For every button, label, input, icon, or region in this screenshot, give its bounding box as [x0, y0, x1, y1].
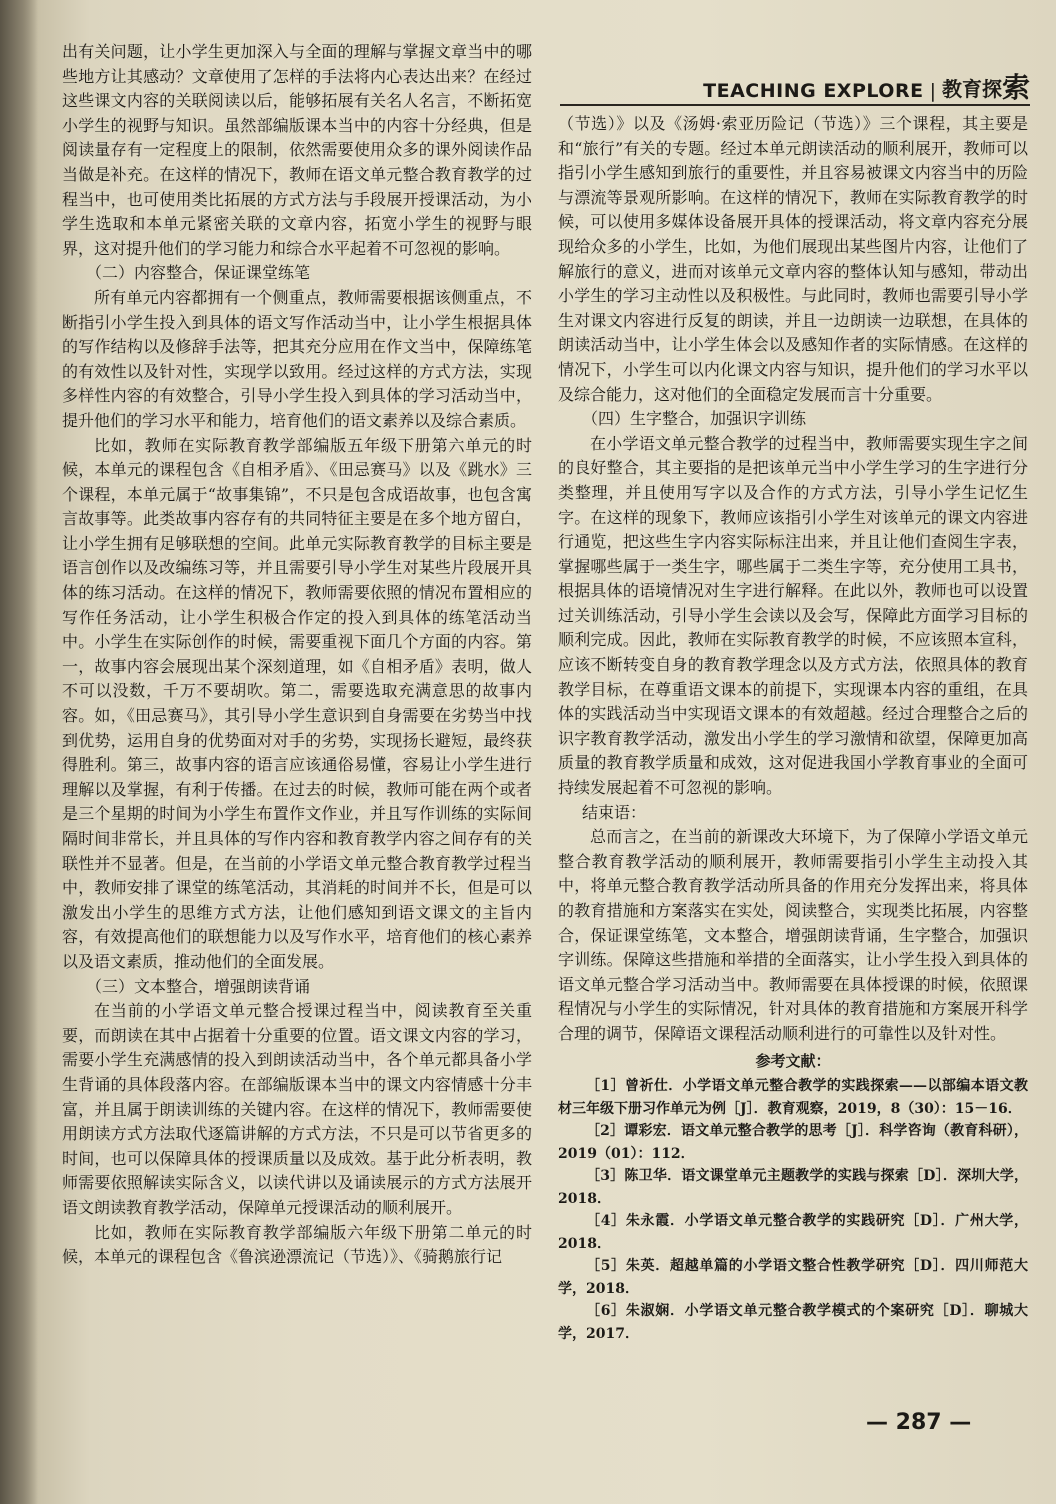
reference-item: ［3］陈卫华．语文课堂单元主题教学的实践与探索［D］．深圳大学，2018． [558, 1168, 1028, 1207]
paragraph: 总而言之，在当前的新课改大环境下，为了保障小学语文单元整合教育教学活动的顺利展开，教师需要指引小学生主动投入其中，将单元整合教育教学活动所具备的作用充分发挥出来，将具体的教育措施和方案落实在实处，阅读整合，实现类比拓展，内容整合，保证课堂练笔，文本整合，增强朗读背诵，生字整合，加强识字训练。保障这些措施和举措的全面落实，让小学生投入到具体的语文单元整合学习活动当中。教师需要在具体授课的时候，依照课程情况与小学生的实际情况，针对具体的教育措施和方案展开科学合理的调节，保障语文课程活动顺利进行的可靠性以及针对性。 [558, 827, 1028, 1043]
header-chinese: 教育探 [941, 77, 1002, 101]
paragraph: （节选）》以及《汤姆·索亚历险记（节选）》三个课程，其主要是和“旅行”有关的专题。经过本单元朗读活动的顺利展开，教师可以指引小学生感知到旅行的重要性，并且容易被课文内容当中的历险与漂流等景观所影响。在这样的情况下，教师在实际教育教学的时候，可以使用多媒体设备展开具体的授课活动，将文章内容充分展现给众多的小学生，比如，为他们展现出某些图片内容，让他们了解旅行的意义，进而对该单元文章内容的整体认知与感知，带动出小学生的学习主动性以及积极性。与此同时，教师也需要引导小学生对课文内容进行反复的朗读，并且一边朗读一边联想，在具体的朗读活动当中，让小学生体会以及感知作者的实际情感。在这样的情况下，小学生可以内化课文内容与知识，提升他们的学习水平以及综合能力，这对他们的全面稳定发展而言十分重要。 [558, 114, 1028, 404]
header-rule [560, 104, 1030, 106]
paragraph: 出有关问题，让小学生更加深入与全面的理解与掌握文章当中的哪些地方让其感动？文章使用了怎样的手法将内心表达出来？在经过这些课文内容的关联阅读以后，能够拓展有关名人名言，不断拓宽小学生的视野与知识。虽然部编版课本当中的内容十分经典，但是阅读量存有一定程度上的限制，依然需要使用众多的课外阅读作品当做是补充。在这样的情况下，教师在语文单元整合教育教学的过程当中，也可使用类比拓展的方式方法与手段展开授课活动，为小学生选取和本单元紧密关联的文章内容，拓宽小学生的视野与眼界，这对提升他们的学习能力和综合水平起着不可忽视的影响。 [62, 42, 532, 258]
references-title: 参考文献： [755, 1051, 831, 1070]
reference-item: ［5］朱英．超越单篇的小学语文整合性教学研究［D］．四川师范大学，2018． [558, 1258, 1028, 1297]
page-number: — 287 — [866, 1410, 972, 1435]
header-english: TEACHING EXPLORE [703, 80, 924, 102]
section-heading: （三）文本整合，增强朗读背诵 [86, 976, 311, 996]
paragraph: 比如，教师在实际教育教学部编版五年级下册第六单元的时候，本单元的课程包含《自相矛盾》、《田忌赛马》以及《跳水》三个课程，本单元属于“故事集锦”，不只是包含成语故事，也包含寓言故事等。此类故事内容存有的共同特征主要是在多个地方留白，让小学生拥有足够联想的空间。此单元实际教育教学的目标主要是语言创作以及改编练习等，并且需要引导小学生对某些片段展开具体的练习活动。在这样的情况下，教师需要依照的情况布置相应的写作任务活动，让小学生积极合作定的投入到具体的练笔活动当中。小学生在实际创作的时候，需要重视下面几个方面的内容。第一，故事内容会展现出某个深刻道理，如《自相矛盾》表明，做人不可以没数，千万不要胡吹。第二，需要选取充满意思的故事内容。如，《田忌赛马》，其引导小学生意识到自身需要在劣势当中找到优势，运用自身的优势面对对手的劣势，实现扬长避短，最终获得胜利。第三，故事内容的语言应该通俗易懂，容易让小学生进行理解以及掌握，有利于传播。在过去的时候，教师可能在两个或者是三个星期的时间为小学生布置作文作业，并且写作训练的实际间隔时间非常长，并且具体的写作内容和教育教学内容之间存有的关联性并不显著。但是，在当前的小学语文单元整合教育教学过程当中，教师安排了课堂的练笔活动，其消耗的时间并不长，但是可以激发出小学生的思维方式方法，让他们感知到语文课文的主旨内容，有效提高他们的联想能力以及写作水平，培育他们的核心素养以及语文素质，推动他们的全面发展。 [62, 435, 532, 971]
paragraph: 比如，教师在实际教育教学部编版六年级下册第二单元的时候，本单元的课程包含《鲁滨逊漂流记（节选）》、《骑鹅旅行记 [62, 1222, 532, 1267]
reference-item: ［2］谭彩宏．语文单元整合教学的思考［J］．科学咨询（教育科研），2019（01）：112． [558, 1123, 1028, 1162]
paragraph: 在当前的小学语文单元整合授课过程当中，阅读教育至关重要，而朗读在其中占据着十分重要的位置。语文课文内容的学习，需要小学生充满感情的投入到朗读活动当中，各个单元都具备小学生背诵的具体段落内容。在部编版课本当中的课文内容情感十分丰富，并且属于朗读训练的关键内容。在这样的情况下，教师需要使用朗读方式方法取代逐篇讲解的方式方法，不只是可以节省更多的时间，也可以保障具体的授课质量以及成效。基于此分析表明，教师需要依照解读实际含义，以读代讲以及诵读展示的方式方法展开语文朗读教育教学活动，保障单元授课活动的顺利展开。 [62, 1001, 532, 1217]
reference-item: ［1］曾祈仕．小学语文单元整合教学的实践探索——以部编本语文教材三年级下册习作单元为例［J］．教育观察，2019，8（30）：15－16． [558, 1078, 1028, 1117]
header-chinese-large: 索 [1001, 71, 1030, 104]
reference-item: ［6］朱淑娴．小学语文单元整合教学模式的个案研究［D］．聊城大学，2017． [558, 1303, 1028, 1342]
paragraph: 所有单元内容都拥有一个侧重点，教师需要根据该侧重点，不断指引小学生投入到具体的语文写作活动当中，让小学生根据具体的写作结构以及修辞手法等，把其充分应用在作文当中，保障练笔的有效性以及针对性，实现学以致用。经过这样的方式方法，实现多样性内容的有效整合，引导小学生投入到具体的学习活动当中，提升他们的学习水平和能力，培育他们的语文素养以及综合素质。 [62, 287, 532, 430]
paragraph: 在小学语文单元整合教学的过程当中，教师需要实现生字之间的良好整合，其主要指的是把该单元当中小学生学习的生字进行分类整理，并且使用写字以及合作的方式方法，引导小学生记忆生字。在这样的现象下，教师应该指引小学生对该单元的课文内容进行通览，把这些生字内容实际标注出来，并且让他们查阅生字表，掌握哪些属于一类生字，哪些属于二类生字等，充分使用工具书，根据具体的语境情况对生字进行解释。在此以外，教师也可以设置过关训练活动，引导小学生会读以及会写，保障此方面学习目标的顺利完成。因此，教师在实际教育教学的时候，不应该照本宣科，应该不断转变自身的教育教学理念以及方式方法，依照具体的教育教学目标，在尊重语文课本的前提下，实现课本内容的重组，在具体的实践活动当中实现语文课本的有效超越。经过合理整合之后的识字教育教学活动，激发出小学生的学习激情和欲望，保障更加高质量的教育教学质量和成效，这对促进我国小学教育事业的全面可持续发展起着不可忽视的影响。 [558, 433, 1028, 798]
conclusion-heading: 结束语： [582, 802, 647, 822]
left-column [62, 40, 532, 1270]
right-column [558, 112, 1028, 1345]
book-spine-shadow [0, 0, 38, 1504]
section-heading: （二）内容整合，保证课堂练笔 [86, 263, 311, 283]
reference-item: ［4］朱永霞．小学语文单元整合教学的实践研究［D］．广州大学，2018． [558, 1213, 1028, 1252]
header-separator: | [929, 80, 936, 102]
running-header [610, 62, 1030, 102]
section-heading: （四）生字整合，加强识字训练 [582, 409, 807, 429]
